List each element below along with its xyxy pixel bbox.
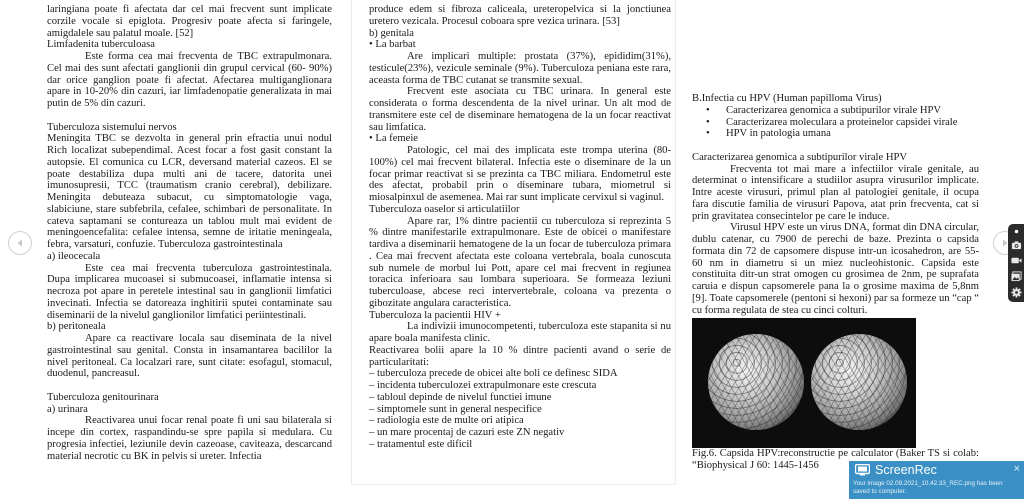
- paragraph: Patologic, cel mai des implicata este trompa uterina (80-100%) cel mai frecvent bilateral. Infectia este o diseminare de la un focar primar reactivat si se prezinta ca TBC miliara. Endometrul este des afectat, probabil prin o diseminare tubara, miometrul si miosalpinxul de asemenea. Mai rar sunt implicate cervixul si vaginul.: [369, 145, 671, 203]
- gear-icon[interactable]: [1011, 287, 1022, 298]
- close-notification-button[interactable]: ×: [1013, 463, 1020, 475]
- paragraph: Reactivarea unui focar renal poate fi uni sau bilaterala si incepe din cortex, raspandindu-se spre papila si medulara. Cu progresia infectiei, leziunile devin cazeoase, caviteaza, descarcand material necrotic cu BK in pelvis si ureter. Infectia: [47, 415, 332, 462]
- screen-monitor-icon: [855, 464, 870, 476]
- paragraph: Apare rar, 1% dintre pacientii cu tuberculoza si reprezinta 5 % dintre manifestarile extrapulmonare. Este de obicei o manifestare tardiva a diseminarii hematogene de la un focar de tuberculoza primara . Cea mai frecvent afectata este coloana vertebrala, boala cunoscuta sub numele de morbul lui Pott, apare cel mai frecvent in regiunea toracica inferioara sau lombara superioara. Se formeaza leziuni tuberculoase, abcese reci intervertebrale, coloana va prezenta o gibozitate angulara caracteristica.: [369, 215, 671, 309]
- list-item: • Caracterizarea moleculara a proteinelor capsidei virale: [692, 117, 979, 129]
- bullet-list: [692, 105, 979, 140]
- figure-caption: Fig.6. Capsida HPV:reconstructie pe calculator (Baker TS si colab: “Biophysical J 60: 1445-1456: [692, 448, 979, 471]
- spacer: [692, 140, 979, 152]
- list-item: – tabloul depinde de nivelul functiei imune: [369, 391, 552, 403]
- capsid-image-right: [811, 334, 907, 430]
- pin-icon[interactable]: [1011, 228, 1022, 235]
- section-heading: Tuberculoza oaselor si articulatiilor: [369, 203, 520, 215]
- section-heading: Tuberculoza sistemului nervos: [47, 121, 177, 133]
- bullet-heading: • La barbat: [369, 39, 416, 51]
- list-item: • HPV in patologia umana: [692, 128, 979, 140]
- dash-list: [369, 368, 671, 450]
- list-item: – incidenta tuberculozei extrapulmonare este crescuta: [369, 380, 597, 391]
- notification-message: Your image 02.09.2021_10.42.33_REC.png has been saved to computer.: [853, 480, 1003, 495]
- subsection-heading: b) peritoneala: [47, 321, 106, 333]
- section-heading: Limfadenita tuberculoasa: [47, 39, 155, 51]
- list-item: – tratamentul este dificil: [369, 438, 473, 450]
- bullet-heading: • La femeie: [369, 133, 418, 145]
- section-heading: B.Infectia cu HPV (Human papilloma Virus): [692, 93, 882, 104]
- paragraph: Frecvent este asociata cu TBC urinara. In general este considerata o forma descendenta de la nivel urinar. Un alt mod de transmitere este cel de diseminare hematogena de la un focar reactivat sau limfatica.: [369, 86, 671, 133]
- paragraph: Frecventa tot mai mare a infectiilor virale genitale, au determinat o intensificare a studiilor asupra virusurilor implicate. Intre aceste virusuri, primul plan al patologiei genitale, il ocupa fara discutie familia de virusuri Papova, atat prin frecventa, cat si prin gravitatea consecintelor pe care le induce.: [692, 163, 979, 222]
- subsection-heading: b) genitala: [369, 27, 415, 39]
- spacer: [47, 380, 332, 392]
- section-heading: Tuberculoza la pacientii HIV +: [369, 309, 501, 321]
- video-icon[interactable]: [1011, 255, 1022, 266]
- screenrec-toolbar: [1008, 224, 1024, 302]
- document-page-right: [692, 93, 979, 472]
- paragraph: Reactivarea bolii apare la 10 % dintre pacienti avand o serie de particularitati:: [369, 344, 671, 368]
- paragraph: laringiana poate fi afectata dar cel mai frecvent sunt implicate corzile vocale si epiglota. Progresiv poate afecta si faringele, amigdalele sau palatul moale. [52]: [47, 4, 332, 39]
- notification-title: ScreenRec: [875, 463, 937, 477]
- subsection-heading: a) urinara: [47, 403, 88, 415]
- screenrec-notification[interactable]: [849, 461, 1024, 499]
- previous-page-button[interactable]: [8, 231, 32, 255]
- section-heading: Tuberculoza genitourinara: [47, 391, 159, 403]
- paragraph: produce edem si fibroza caliceala, ureteropelvica si la jonctiunea uretero vezicala. Procesul coboara spre vezica urinara. [53]: [369, 4, 671, 27]
- list-item: – un mare procentaj de cazuri este ZN negativ: [369, 427, 565, 438]
- capsid-image-left: [708, 334, 804, 430]
- gallery-icon[interactable]: [1011, 271, 1022, 282]
- paragraph: Are implicari multiple: prostata (37%), epididim(31%), testicule(23%), vezicule seminale (9%). Tuberculoza peniana este rara, aceasta forma de TBC cutanat se transmite sexual.: [369, 51, 671, 86]
- list-item: • Caracterizarea genomica a subtipurilor virale HPV: [692, 105, 979, 117]
- camera-icon[interactable]: [1011, 240, 1022, 251]
- paragraph: La indivizii imunocompetenti, tuberculoza este stapanita si nu apare boala manifesta clinic.: [369, 321, 671, 344]
- list-item: – simptomele sunt in general nespecifice: [369, 403, 542, 415]
- paragraph: Meningita TBC se dezvolta in general prin efractia unui nodul Rich localizat subependimal. Acest focar a fost gasit constant la autopsie. El comunica cu LCR, deversand material cazeos. El se poate destabiliza dupa multi ani de tacere, datorita unei imunosupresii, TCC (traumatism cranio cerebral), debilizare. Meningita debuteaza subacut, cu simptomatologie vaga, slabiciune, stare subfebrila, cefalee, schimbari de personalitate. In cateva saptamani se contureaza un tablou mult mai evident de meningoencefalita: cefalee intensa, semne de iritatie meningeala, febra, varsaturi, confuzie. Tuberculoza gastrointestinala: [47, 133, 332, 250]
- paragraph: Este cea mai frecventa tuberculoza gastrointestinala. Dupa implicarea mucoasei si submucoasei, inflamatie intensa si necroza pot apare in peretele intestinal sau in ganglionii limfatici invecinati. Infectia se datoreaza inghitirii sputei contaminate sau diseminarii de la nivelul ganglionilor limfatici periintestinali.: [47, 262, 332, 321]
- spacer: [47, 110, 332, 122]
- subsection-heading: a) ileocecala: [47, 250, 101, 262]
- list-item: – tuberculoza precede de obicei alte boli ce definesc SIDA: [369, 368, 618, 380]
- section-heading: Caracterizarea genomica a subtipurilor virale HPV: [692, 151, 908, 163]
- list-item: – radiologia este de multe ori atipica: [369, 415, 524, 427]
- document-page-left: [47, 4, 332, 462]
- hpv-capsid-figure: [692, 318, 916, 448]
- paragraph: Este forma cea mai frecventa de TBC extrapulmonara. Cel mai des sunt afectati ganglionii din grupul cervical (60- 90%) dar orice ganglion poate fi afectat. Afectarea multiganglionara apare in 10-20% din cazuri, iar limfadenopatie generalizata in mai putin de 5% din cazuri.: [47, 51, 332, 109]
- document-page-middle: [369, 4, 671, 451]
- paragraph: Virusul HPV este un virus DNA, format din DNA circular, dublu catenar, cu 7900 de perechi de baze. Prezinta o capsida formata din 72 de capsomere dispuse intr-un icosahedron, are 55-60 nm in diametru si un miez nucleohistonic. Capsida este constituita ditr-un strat omogen cu grosimea de 2nm, pe suprafata caruia e dispun capsomerele pana la o grosime maxima de 5,8nm [9]. Toate capsomerele (pentoni si hexoni) par sa formeze un “cap “ cu forma regulata de stea cu cinci colturi.: [692, 222, 979, 316]
- paragraph: Apare ca reactivare locala sau diseminata de la nivel gastrointestinal sau genital. Consta in insamantarea bacililor la nivel peritoneal. Ca localzari rare, sunt citate: esofagul, stomacul, duodenul, pancreasul.: [47, 333, 332, 380]
- chevron-left-icon: [15, 238, 25, 248]
